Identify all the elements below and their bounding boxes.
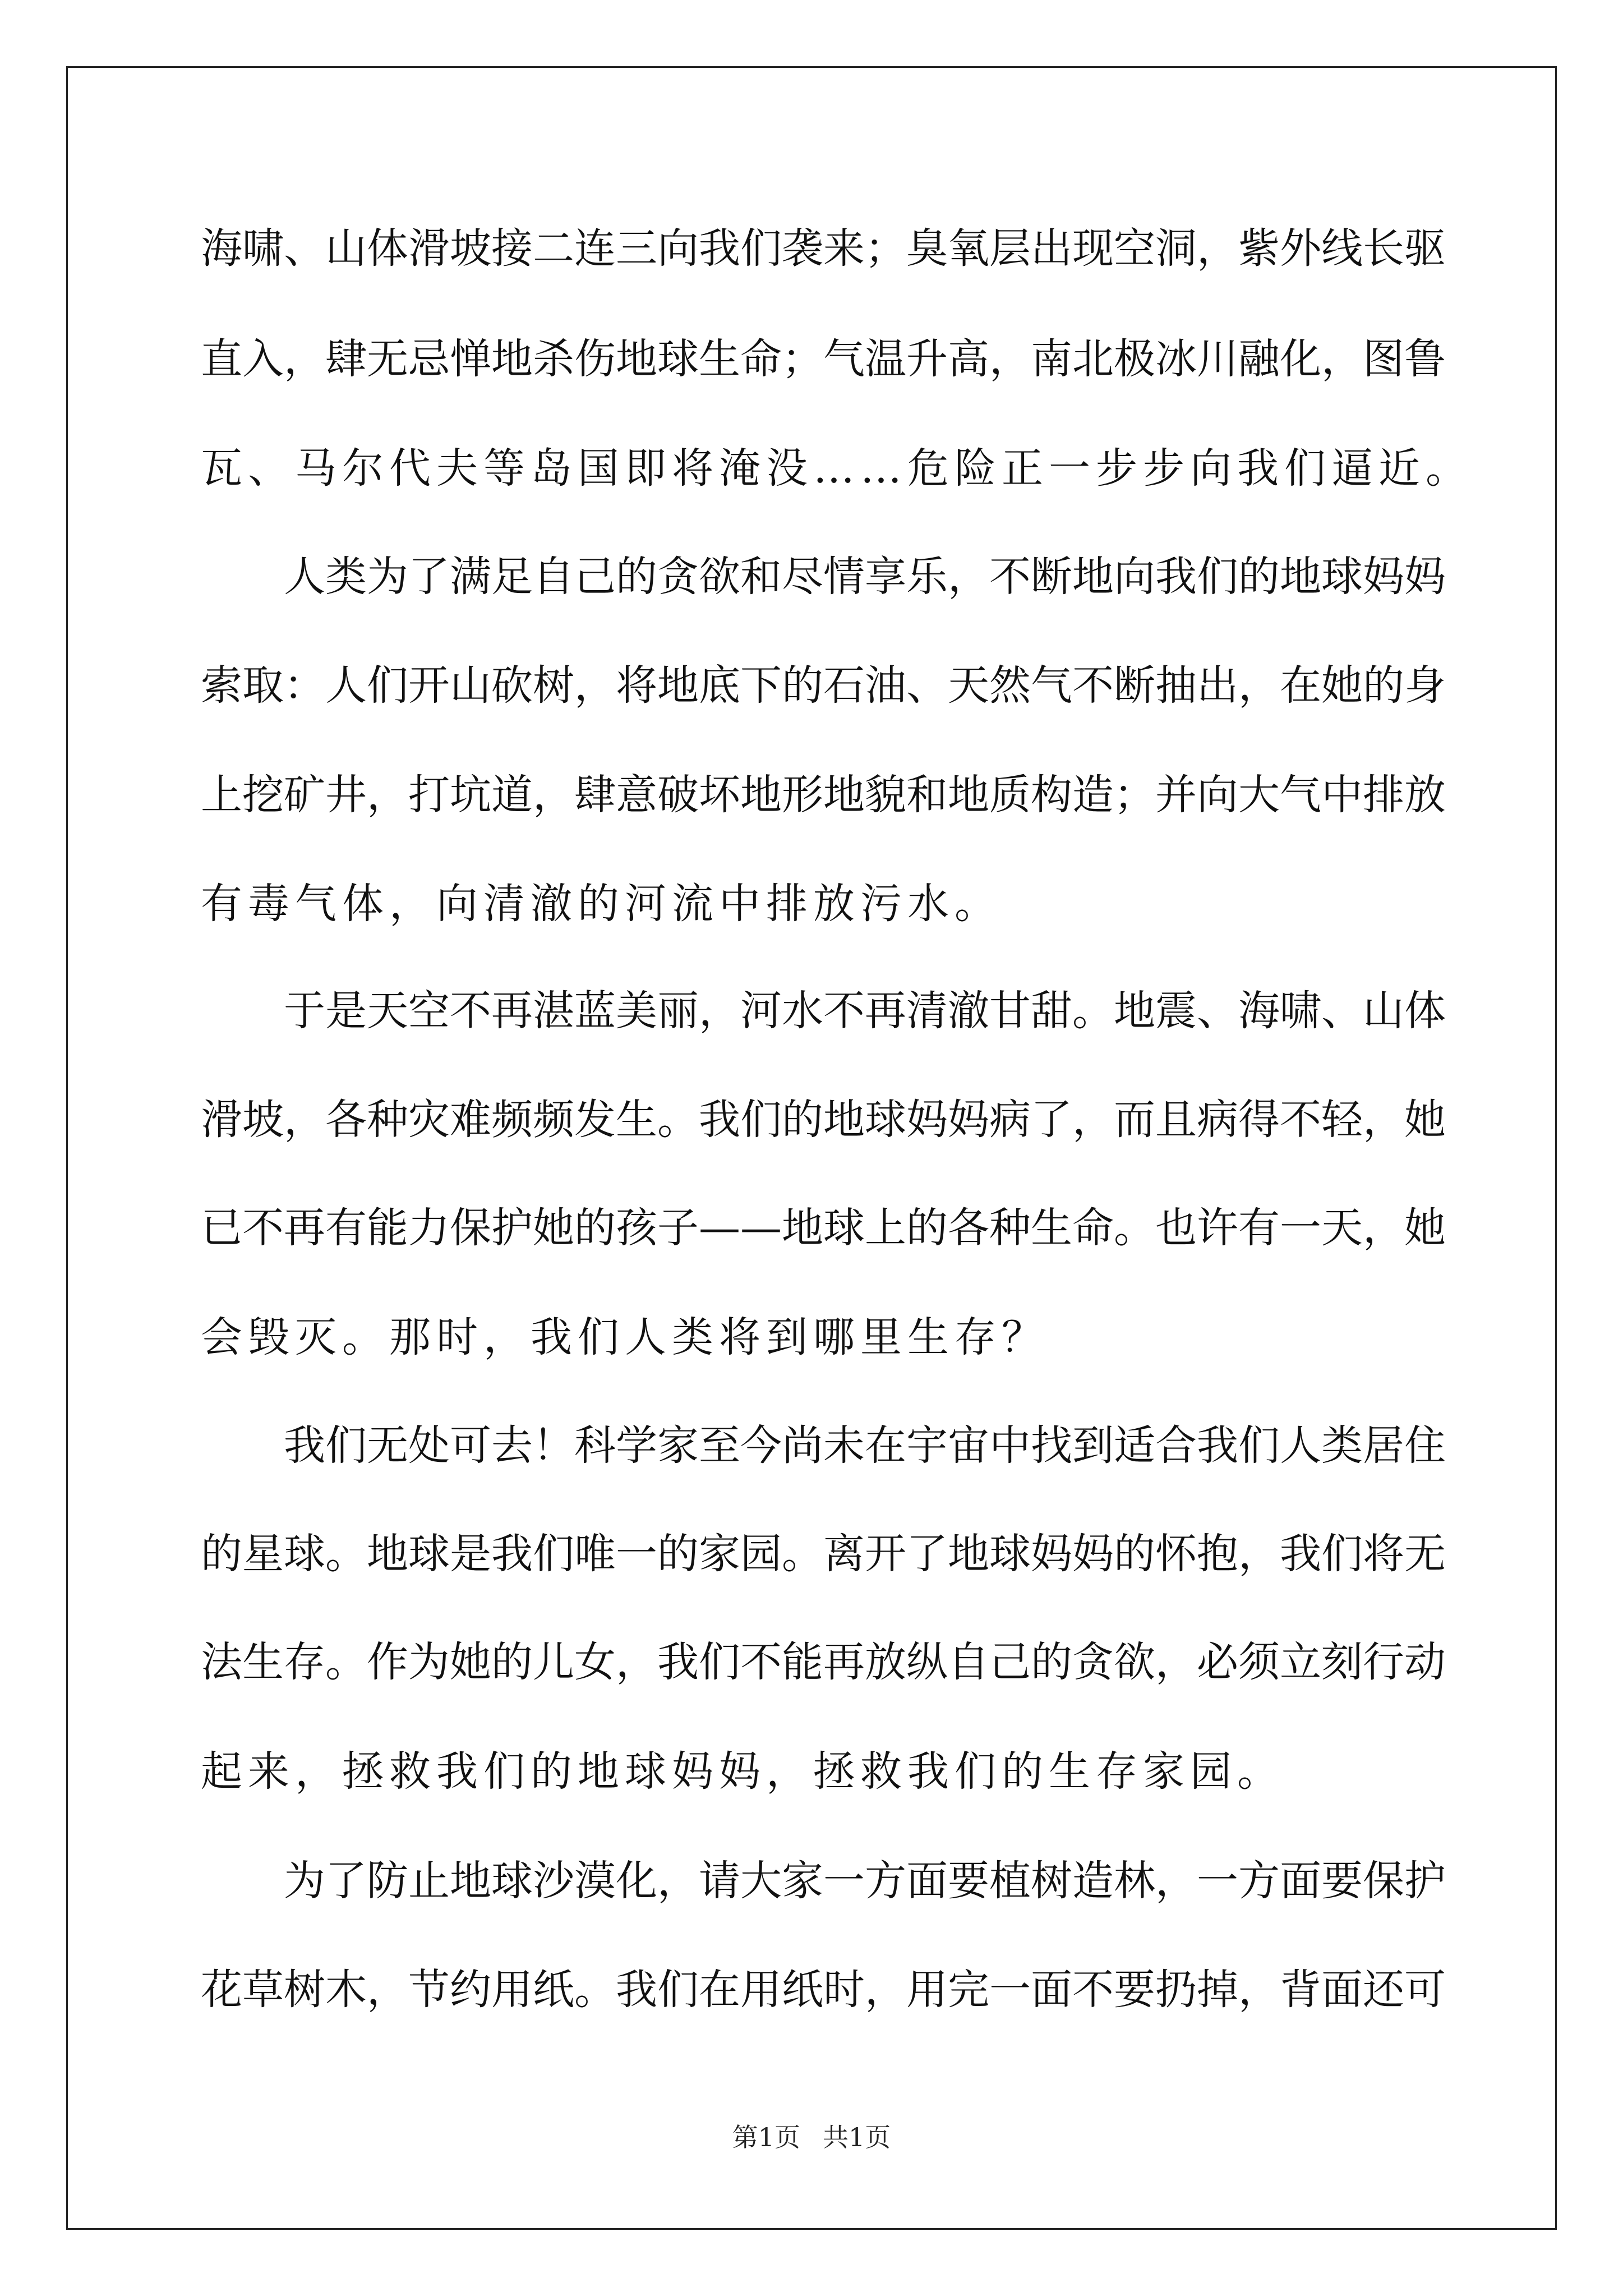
- text-line: 有毒气体，向清澈的河流中排放污水。: [201, 880, 1002, 928]
- text-line: 直 入 ， 肆 无 忌 惮 地 杀 伤 地 球 生 命 ； 气 温 升 高 ， 南 北 极 冰 川 融 化 ， 图 鲁: [201, 335, 1446, 383]
- text-line: 人 类 为 了 满 足 自 己 的 贪 欲 和 尽 情 享 乐 ， 不 断 地 向 我 们 的 地 球 妈 妈: [284, 553, 1446, 601]
- text-line: 为 了 防 止 地 球 沙 漠 化 ， 请 大 家 一 方 面 要 植 树 造 林 ， 一 方 面 要 保 护: [284, 1857, 1446, 1905]
- text-line: 索 取 ： 人 们 开 山 砍 树 ， 将 地 底 下 的 石 油 、 天 然 气 不 断 抽 出 ， 在 她 的 身: [201, 661, 1446, 710]
- page-footer: [0, 2120, 1623, 2154]
- text-line: 上 挖 矿 井 ， 打 坑 道 ， 肆 意 破 坏 地 形 地 貌 和 地 质 构 造 ； 并 向 大 气 中 排 放: [201, 771, 1446, 819]
- text-line: 于 是 天 空 不 再 湛 蓝 美 丽 ， 河 水 不 再 清 澈 甘 甜 。 地 震 、 海 啸 、 山 体: [284, 987, 1446, 1035]
- text-line: 会毁灭。那时，我们人类将到哪里生存？: [201, 1313, 1049, 1361]
- text-line: 起来，拯救我们的地球妈妈，拯救我们的生存家园。: [201, 1747, 1284, 1796]
- text-line: 的 星 球 。 地 球 是 我 们 唯 一 的 家 园 。 离 开 了 地 球 妈 妈 的 怀 抱 ， 我 们 将 无: [201, 1530, 1446, 1578]
- page-total: 共1页: [823, 2122, 891, 2152]
- text-line: 花 草 树 木 ， 节 约 用 纸 。 我 们 在 用 纸 时 ， 用 完 一 面 不 要 扔 掉 ， 背 面 还 可: [201, 1966, 1446, 2014]
- page-number: 第1页: [732, 2122, 800, 2152]
- text-line: 我 们 无 处 可 去 ！ 科 学 家 至 今 尚 未 在 宇 宙 中 找 到 适 合 我 们 人 类 居 住: [284, 1421, 1446, 1470]
- text-line: 海 啸 、 山 体 滑 坡 接 二 连 三 向 我 们 袭 来 ； 臭 氧 层 出 现 空 洞 ， 紫 外 线 长 驱: [201, 224, 1446, 273]
- text-line: 法 生 存 。 作 为 她 的 儿 女 ， 我 们 不 能 再 放 纵 自 己 的 贪 欲 ， 必 须 立 刻 行 动: [201, 1638, 1446, 1686]
- text-line: 已 不 再 有 能 力 保 护 她 的 孩 子 — — 地 球 上 的 各 种 生 命 。 也 许 有 一 天 ， 她: [201, 1204, 1446, 1252]
- text-line: 瓦、马尔代夫等岛国即将淹没……危险正一步步向我们逼近。: [201, 444, 1473, 493]
- text-line: 滑 坡 ， 各 种 灾 难 频 频 发 生 。 我 们 的 地 球 妈 妈 病 了 ， 而 且 病 得 不 轻 ， 她: [201, 1096, 1446, 1144]
